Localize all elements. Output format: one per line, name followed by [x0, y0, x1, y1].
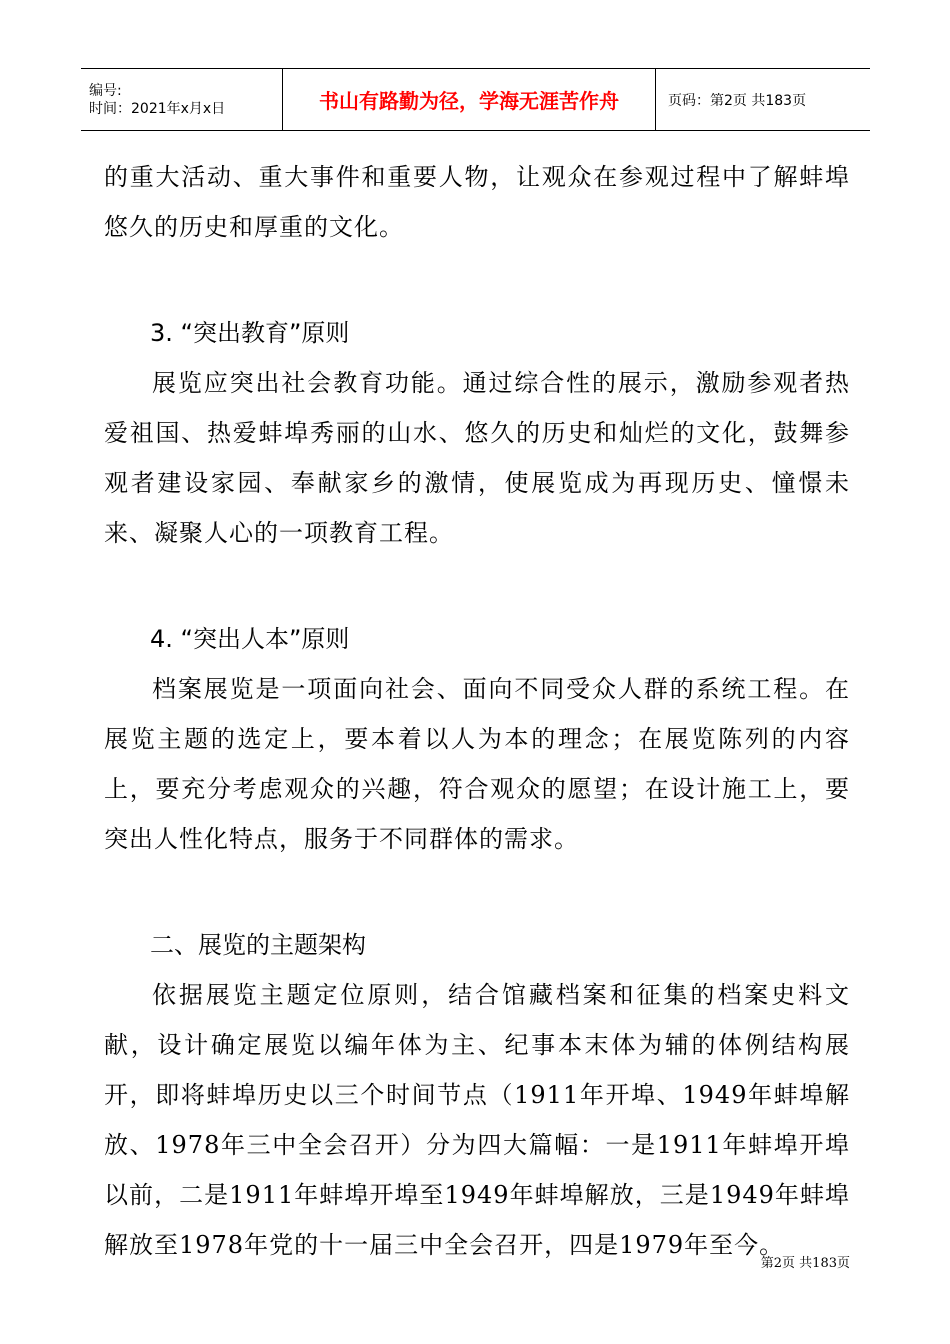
paragraph-section-2: 依据展览主题定位原则，结合馆藏档案和征集的档案史料文献，设计确定展览以编年体为主、纪事本末体为辅的体例结构展开，即将蚌埠历史以三个时间节点（1911年开埠、1949年蚌埠解放、1978年三中全会召开）分为四大篇幅：一是1911年蚌埠开埠以前，二是1911年蚌埠开埠至1949年蚌埠解放，三是1949年蚌埠解放至1978年党的十一届三中全会召开，四是1979年至今。: [104, 981, 850, 1259]
heading-principle-3: 3. “突出教育”原则: [150, 319, 350, 347]
page-header: [81, 68, 870, 131]
document-body: [104, 152, 850, 1270]
heading-section-2: 二、展览的主题架构: [150, 931, 366, 959]
document-number-label: 编号:: [89, 82, 122, 99]
header-motto: 书山有路勤为径，学海无涯苦作舟: [319, 89, 619, 113]
header-meta: [81, 69, 282, 130]
heading-principle-4: 4. “突出人本”原则: [150, 625, 350, 653]
spacer: [104, 558, 850, 614]
header-page-number: 页码：第2页 共183页: [668, 92, 807, 109]
paragraph-principle-3: 展览应突出社会教育功能。通过综合性的展示，激励参观者热爱祖国、热爱蚌埠秀丽的山水、悠久的历史和灿烂的文化，鼓舞参观者建设家园、奉献家乡的激情，使展览成为再现历史、憧憬未来、凝聚人心的一项教育工程。: [104, 369, 850, 547]
paragraph-principle-4: 档案展览是一项面向社会、面向不同受众人群的系统工程。在展览主题的选定上，要本着以人为本的理念；在展览陈列的内容上，要充分考虑观众的兴趣，符合观众的愿望；在设计施工上，要突出人性化特点，服务于不同群体的需求。: [104, 675, 850, 853]
document-time-label: 时间：2021年x月x日: [89, 100, 226, 117]
header-motto-cell: [282, 69, 656, 130]
header-page-cell: [656, 69, 870, 130]
spacer: [104, 864, 850, 920]
page-footer: 第2页 共183页: [760, 1256, 850, 1271]
paragraph-continued: 的重大活动、重大事件和重要人物，让观众在参观过程中了解蚌埠悠久的历史和厚重的文化。: [104, 163, 850, 241]
spacer: [104, 252, 850, 308]
